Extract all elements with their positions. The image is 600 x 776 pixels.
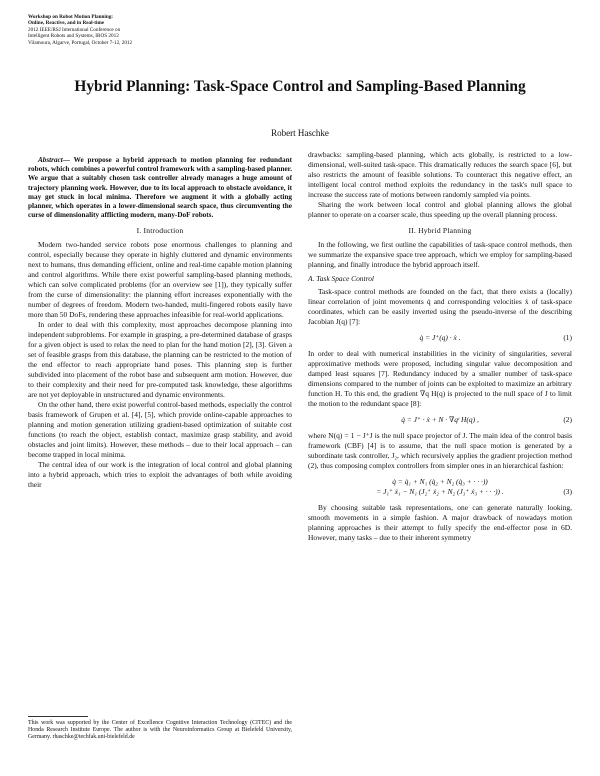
equation-body: q̇ = J⁺ · ẋ + N · ∇qᵗ H(q) , [401, 415, 479, 424]
conference-header [28, 14, 132, 46]
equation-number: (2) [563, 415, 572, 424]
paragraph: By choosing suitable task representations, one can generate naturally looking, smooth movements in a simple fashion. A major drawback of nowadays motion planning approaches is their attempt to fully specify the end-effector pose in 6D. However, many tasks – due to their inherent symmetry [308, 503, 572, 542]
paragraph: On the other hand, there exist powerful control-based methods, especially the control basis framework of Grupen et al. [4], [5], which provide online-capable approaches to planning and motion generation utilizing gradient-based optimization of suitable cost functions (to reach the object, establish contact, maximize grasp stability, and avoid obstacles and joint limits). However, these methods – due to their local approach – can become trapped in local minima. [28, 400, 292, 460]
paragraph: In the following, we first outline the capabilities of task-space control methods, then we summarize the expansive space tree approach, which we employ for sampling-based planning, and finally introduce the hybrid approach itself. [308, 240, 572, 269]
footnote: This work was supported by the Center of Excellence Cognitive Interaction Technology (CITEC) and the Honda Research Institute Europe. The author is with the Neuroinformatics Group at Bielefeld University, Germany. rhaschke@techfak.uni-bielefeld.de [28, 720, 292, 741]
paragraph: where N(q) = 1 − J⁺J is the null space projector of J. The main idea of the control basis framework (CBF) [4] is to assume, that the null space motion is generated by a subordinate task controller, J₂, which recursively applies the gradient projection method (2), thus composing complex controllers from simpler ones in an hierarchical fashion: [308, 431, 572, 470]
header-line: Online, Reactive, and in Real-time [28, 20, 105, 27]
equation-1 [308, 333, 572, 343]
abstract [28, 156, 292, 220]
header-line: 2012 IEEE/RSJ International Conference on [28, 26, 121, 33]
header-line: Vilamoura, Algarve, Portugal, October 7-12, 2012 [28, 39, 133, 46]
subsection-heading-task-space-control: A. Task Space Control [308, 274, 374, 283]
paragraph: Sharing the work between local control and global planning allows the global planner to operate on a coarser scale, thus speeding up the overall planning process. [308, 200, 572, 219]
author-name: Robert Haschke [271, 128, 329, 138]
equation-body: q̇ = J⁺(q) · ẋ . [419, 333, 461, 342]
header-line: Workshop on Robot Motion Planning: [28, 14, 114, 20]
section-heading-hybrid-planning: II. Hybrid Planning [408, 226, 472, 235]
paragraph: In order to deal with numerical instabilities in the vicinity of singularities, several approximative methods were proposed, including singular value decomposition and damped least squares [7]. Redundancy induced by a smaller number of task-space dimensions compared to the number of joints can be exploited to maximize an arbitrary function H. To this end, the gradient ∇q H(q) is projected to the null space of J to limit the motion to the redundant space [8]: [308, 349, 572, 408]
equation-2 [308, 415, 572, 425]
section-heading-introduction: I. Introduction [136, 226, 184, 236]
abstract-label: Abstract [38, 156, 63, 164]
equation-line: = J₁⁺ ẋ₁ − N₁ (J₂⁺ ẋ₂ + N₂ (J₃⁺ ẋ₃ + · · ·)) . [376, 487, 504, 496]
paragraph: Task-space control methods are founded on the fact, that there exists a (locally) linear correlation of joint movements q̇ and corresponding velocities ẋ of task-space coordinates, which can be easily inverted using the pseudo-inverse of the describing Jacobian J(q) [7]: [308, 287, 572, 326]
equation-number: (1) [563, 333, 572, 342]
right-column [308, 150, 572, 543]
abstract-text: — We propose a hybrid approach to motion planning for redundant robots, which combines a powerful control framework with a sampling-based planner. We argue that a suitably chosen task controller already manages a huge amount of trajectory planning work. However, due to its local approach to obstacle avoidance, it may get stuck in local minima. Therefore we augment it with a globally acting planner, which operates in a lower-dimensional search space, thus circumventing the curse of dimensionality afflicting modern, many-DoF robots. [28, 156, 292, 220]
paragraph: Modern two-handed service robots pose enormous challenges to planning and control, especially because they operate in highly cluttered and dynamic environments next to humans, thus demanding efficient, online and real-time capable motion planning and control algorithms. While there exist powerful sampling-based planning methods, which can solve complicated problems (for an overview see [1]), they typically suffer from the curse of dimensionality: the planning effort increases exponentially with the number of degrees of freedom. Modern two-handed, multi-fingered robots easily have more than 50 DoFs, rendering these approaches infeasible for real-world applications. [28, 240, 292, 320]
paragraph: In order to deal with this complexity, most approaches decompose planning into independent subproblems. For example in grasping, a pre-determined database of grasps for a given object is used to relax the need to plan for the hand motion [2], [3]. Given a set of feasible grasps from this database, the planning can be restricted to the motion of the end effector to reach appropriate hand poses. This planning step is further subdivided into placement of the robot base and subsequent arm motion. However, due to their complexity and their need for pre-computed task knowledge, these algorithms are not yet deployable in unstructured and dynamic environments. [28, 320, 292, 400]
equation-3 [308, 477, 572, 497]
equation-line: q̇ = q̇₁ + N₁ (q̇₂ + N₂ (q̇₃ + · · ·)) [392, 477, 488, 486]
paragraph: drawbacks: sampling-based planning, which acts globally, is restricted to a low-dimensional, well-suited task-space. This dramatically reduces the search space [6], but also restricts the amount of feasible solutions. To counteract this negative effect, an intelligent local control method exploits the redundancy in the task's null space to increase the success rate of motions between randomly sampled via points. [308, 150, 572, 199]
header-line: Intelligent Robots and Systems, IROS 2012 [28, 33, 119, 40]
paragraph: The central idea of our work is the integration of local control and global planning into a hybrid approach, which tries to exploit the advantages of both while avoiding their [28, 460, 292, 490]
left-column [28, 156, 292, 490]
footnote-divider [28, 716, 88, 717]
equation-number: (3) [563, 487, 572, 496]
paper-title: Hybrid Planning: Task-Space Control and Sampling-Based Planning [74, 78, 526, 95]
